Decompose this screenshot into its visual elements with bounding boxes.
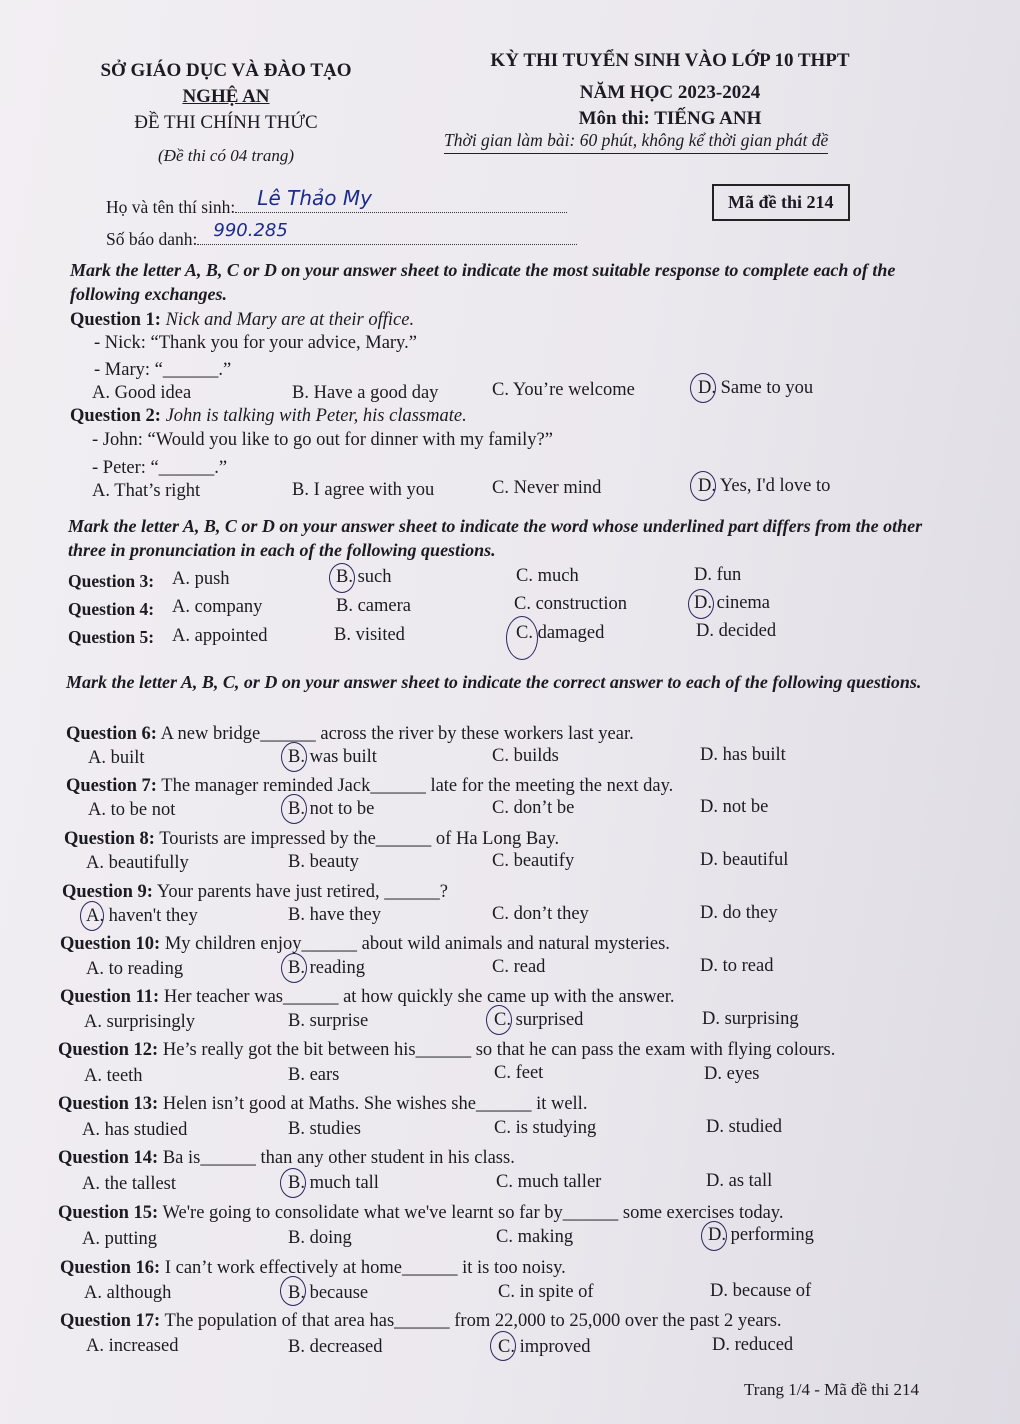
q8-option-b: B. beauty xyxy=(288,852,359,872)
q10-option-b: B. reading xyxy=(288,958,366,978)
answer-circle-q11 xyxy=(486,1005,512,1035)
q5-option-d: D. decided xyxy=(696,621,777,641)
q7-stem: Question 7: The manager reminded Jack______ late for the meeting the next day. xyxy=(66,776,674,796)
q10-stem: Question 10: My children enjoy______ about wild animals and natural mysteries. xyxy=(60,934,670,954)
q3-option-c: C. much xyxy=(516,566,579,586)
q16-option-a: A. although xyxy=(84,1283,172,1303)
q12-option-c: C. feet xyxy=(494,1063,544,1083)
page-count-note: (Đề thi có 04 trang) xyxy=(158,146,294,165)
answer-circle-q9 xyxy=(80,901,104,931)
province-name: NGHỆ AN xyxy=(182,86,270,107)
q8-option-d: D. beautiful xyxy=(700,850,789,870)
q7-option-b: B. not to be xyxy=(288,799,375,819)
q2-line-john: - John: “Would you like to go out for dinner with my family?” xyxy=(92,430,553,450)
q8-option-c: C. beautify xyxy=(492,851,575,871)
section-1-instruction: Mark the letter A, B, C or D on your answer sheet to indicate the most suitable response to complete each of the following exchanges. xyxy=(70,260,896,304)
q14-option-a: A. the tallest xyxy=(82,1174,177,1194)
q12-option-d: D. eyes xyxy=(704,1064,760,1084)
q11-option-c: C. surprised xyxy=(494,1010,584,1030)
candidate-id-row xyxy=(106,220,577,250)
q17-stem: Question 17: The population of that area has______ from 22,000 to 25,000 over the past 2 years. xyxy=(60,1311,782,1331)
candidate-id-field xyxy=(197,220,577,245)
page-footer: Trang 1/4 - Mã đề thi 214 xyxy=(744,1380,920,1399)
q14-option-c: C. much taller xyxy=(496,1172,602,1192)
candidate-id-handwriting: 990.285 xyxy=(213,220,288,241)
q14-option-d: D. as tall xyxy=(706,1171,773,1191)
q1-stem: Question 1: Nick and Mary are at their office. xyxy=(70,310,415,330)
q1-option-d: D. Same to you xyxy=(698,378,814,398)
dept-name: SỞ GIÁO DỤC VÀ ĐÀO TẠO xyxy=(100,60,352,81)
q13-option-c: C. is studying xyxy=(494,1118,597,1138)
q11-option-b: B. surprise xyxy=(288,1011,369,1031)
q2-option-d: D. Yes, I'd love to xyxy=(698,476,831,496)
q7-option-a: A. to be not xyxy=(88,800,176,820)
q16-option-b: B. because xyxy=(288,1283,369,1303)
answer-circle-q15 xyxy=(701,1221,727,1251)
answer-circle-q5 xyxy=(506,616,538,660)
q4-option-c: C. construction xyxy=(514,594,628,614)
q9-option-d: D. do they xyxy=(700,903,778,923)
q5-option-b: B. visited xyxy=(334,625,405,645)
q15-option-d: D. performing xyxy=(708,1225,814,1245)
q5-label: Question 5: xyxy=(68,627,155,647)
q1-option-c: C. You’re welcome xyxy=(492,380,635,400)
answer-circle-q10 xyxy=(281,953,307,983)
q5-option-a: A. appointed xyxy=(172,626,268,646)
q8-stem: Question 8: Tourists are impressed by the______ of Ha Long Bay. xyxy=(64,829,560,849)
answer-circle-q4 xyxy=(688,589,714,619)
q14-option-b: B. much tall xyxy=(288,1173,379,1193)
q10-option-a: A. to reading xyxy=(86,959,184,979)
exam-title: KỲ THI TUYỂN SINH VÀO LỚP 10 THPT xyxy=(490,50,850,71)
q7-option-c: C. don’t be xyxy=(492,798,575,818)
q12-stem: Question 12: He’s really got the bit between his______ so that he can pass the exam with flying colours. xyxy=(58,1040,836,1060)
q2-option-a: A. That’s right xyxy=(92,481,201,501)
official-exam-label: ĐỀ THI CHÍNH THỨC xyxy=(134,112,318,133)
q17-option-b: B. decreased xyxy=(288,1337,383,1357)
q1-line-mary: - Mary: “______.” xyxy=(94,360,232,380)
q13-stem: Question 13: Helen isn’t good at Maths. She wishes she______ it well. xyxy=(58,1094,588,1114)
q3-label: Question 3: xyxy=(68,571,155,591)
q1-line-nick: - Nick: “Thank you for your advice, Mary.” xyxy=(94,333,417,353)
q9-option-c: C. don’t they xyxy=(492,904,589,924)
answer-circle-q16 xyxy=(280,1276,306,1306)
subject: Môn thi: TIẾNG ANH xyxy=(578,108,762,129)
q17-option-a: A. increased xyxy=(86,1336,179,1356)
candidate-name-label: Họ và tên thí sinh: xyxy=(106,197,236,217)
q10-option-d: D. to read xyxy=(700,956,774,976)
q17-option-d: D. reduced xyxy=(712,1335,794,1355)
q16-stem: Question 16: I can’t work effectively at home______ it is too noisy. xyxy=(60,1258,566,1278)
q11-option-d: D. surprising xyxy=(702,1009,799,1029)
q16-option-d: D. because of xyxy=(710,1281,812,1301)
candidate-name-handwriting: Lê Thảo My xyxy=(257,186,372,210)
q9-option-b: B. have they xyxy=(288,905,381,925)
q3-option-d: D. fun xyxy=(694,565,742,585)
school-year: NĂM HỌC 2023-2024 xyxy=(579,82,761,103)
q12-option-a: A. teeth xyxy=(84,1066,143,1086)
answer-circle-q2 xyxy=(690,471,716,501)
q2-option-c: C. Never mind xyxy=(492,478,602,498)
answer-circle-q6 xyxy=(281,742,307,772)
q15-option-b: B. doing xyxy=(288,1228,352,1248)
q4-option-b: B. camera xyxy=(336,596,411,616)
q11-option-a: A. surprisingly xyxy=(84,1012,195,1032)
q4-option-a: A. company xyxy=(172,597,263,617)
q13-option-d: D. studied xyxy=(706,1117,783,1137)
q6-option-c: C. builds xyxy=(492,746,559,766)
q15-option-a: A. putting xyxy=(82,1229,158,1249)
q2-line-peter: - Peter: “______.” xyxy=(92,458,228,478)
answer-circle-q1 xyxy=(690,373,716,403)
candidate-id-label: Số báo danh: xyxy=(106,229,198,249)
q6-option-a: A. built xyxy=(88,748,145,768)
answer-circle-q3 xyxy=(329,563,355,593)
q7-option-d: D. not be xyxy=(700,797,769,817)
q9-option-a: A. haven't they xyxy=(86,906,198,926)
q15-stem: Question 15: We're going to consolidate what we've learnt so far by______ some exercises today. xyxy=(58,1203,784,1223)
section-2-instruction: Mark the letter A, B, C or D on your answer sheet to indicate the word whose underlined part differs from the other three in pronunciation in each of the following questions. xyxy=(68,516,923,560)
q1-option-b: B. Have a good day xyxy=(292,383,439,403)
q2-stem: Question 2: John is talking with Peter, his classmate. xyxy=(70,406,467,426)
exam-code-box: Mã đề thi 214 xyxy=(712,184,850,221)
time-limit: Thời gian làm bài: 60 phút, không kể thời gian phát đề xyxy=(444,130,828,154)
q6-stem: Question 6: A new bridge______ across the river by these workers last year. xyxy=(66,724,634,744)
q13-option-a: A. has studied xyxy=(82,1120,188,1140)
q13-option-b: B. studies xyxy=(288,1119,361,1139)
candidate-name-field xyxy=(235,186,567,213)
q9-stem: Question 9: Your parents have just retired, ______? xyxy=(62,882,448,902)
section-3-instruction: Mark the letter A, B, C, or D on your answer sheet to indicate the correct answer to each of the following questions. xyxy=(66,672,922,692)
answer-circle-q17 xyxy=(490,1331,516,1361)
q11-stem: Question 11: Her teacher was______ at how quickly she came up with the answer. xyxy=(60,987,675,1007)
q16-option-c: C. in spite of xyxy=(498,1282,594,1302)
q6-option-d: D. has built xyxy=(700,745,786,765)
q2-option-b: B. I agree with you xyxy=(292,480,435,500)
q15-option-c: C. making xyxy=(496,1227,574,1247)
q10-option-c: C. read xyxy=(492,957,546,977)
q8-option-a: A. beautifully xyxy=(86,853,189,873)
q1-option-a: A. Good idea xyxy=(92,383,192,403)
q12-option-b: B. ears xyxy=(288,1065,340,1085)
q5-option-c: C. damaged xyxy=(516,623,605,643)
q3-option-b: B. such xyxy=(336,567,392,587)
candidate-name-row xyxy=(106,186,567,218)
q14-stem: Question 14: Ba is______ than any other student in his class. xyxy=(58,1148,515,1168)
q3-option-a: A. push xyxy=(172,569,230,589)
answer-circle-q14 xyxy=(280,1168,306,1198)
q4-option-d: D. cinema xyxy=(694,593,771,613)
q6-option-b: B. was built xyxy=(288,747,377,767)
q4-label: Question 4: xyxy=(68,599,155,619)
q17-option-c: C. improved xyxy=(498,1337,591,1357)
answer-circle-q7 xyxy=(281,794,307,824)
